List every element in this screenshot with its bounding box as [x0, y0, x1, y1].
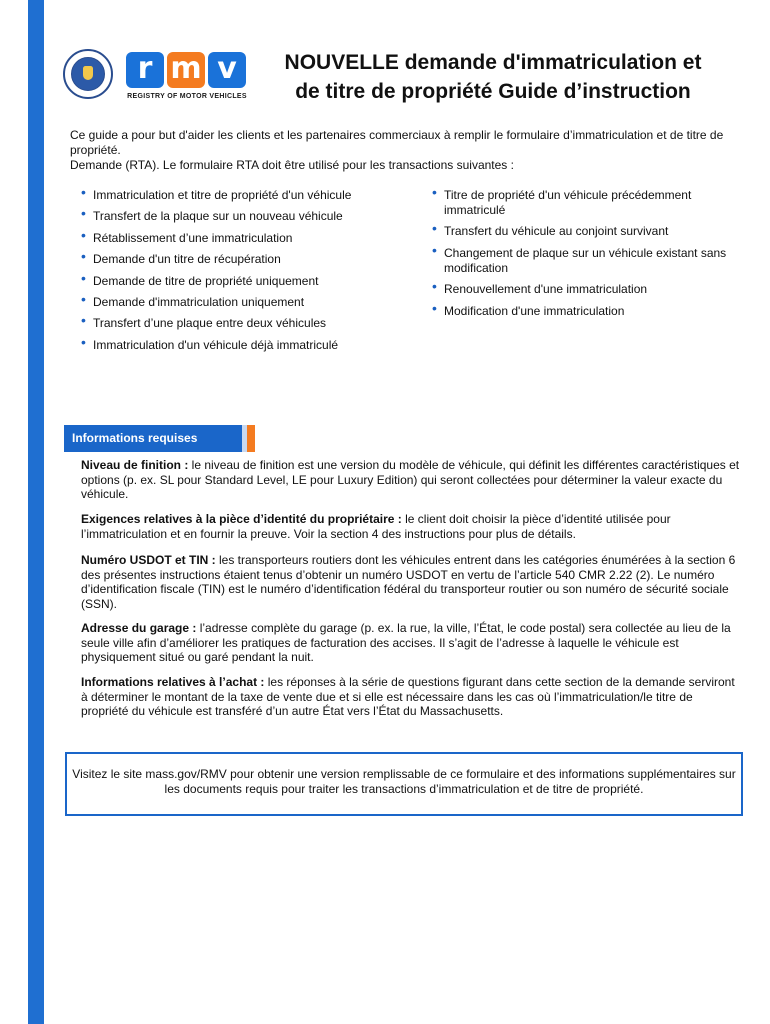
massachusetts-seal-icon	[63, 49, 113, 99]
page-title-line1: NOUVELLE demande d'immatriculation et	[284, 51, 702, 74]
visit-website-notice: Visitez le site mass.gov/RMV pour obtenir une version remplissable de ce formulaire et des informations supplémentaires sur les documents requis pour traiter les transactions d’immatriculation et de titre de propriété.	[65, 752, 743, 816]
list-item: • Renouvellement d'une immatriculation	[432, 278, 648, 297]
bullet-icon: •	[81, 248, 86, 265]
section-heading-required-info: Informations requises	[64, 425, 242, 452]
info-label: Exigences relatives à la pièce d’identité du propriétaire :	[81, 512, 402, 526]
list-item: • Modification d'une immatriculation	[432, 299, 625, 318]
list-item: • Demande de titre de propriété uniquement	[81, 269, 319, 288]
info-text: les réponses à la série de questions figurant dans cette section de la demande serviront à déterminer le montant de la taxe de vente due et si elle est nécessaire dans les cas où l’immatriculation/le titre de propriété du véhicule est transféré d’un autre État vers l’État du Massachusetts.	[81, 675, 735, 719]
rmv-logo	[126, 52, 248, 102]
bullet-icon: •	[432, 220, 437, 237]
section-heading-accent-orange	[247, 425, 255, 452]
registry-label: REGISTRY OF MOTOR VEHICLES	[127, 93, 247, 100]
info-text: l’adresse complète du garage (p. ex. la rue, la ville, l’État, le code postal) sera collectée au lieu de la seule ville afin d’améliorer les pratiques de facturation des accises. Il s’agit de l’adresse à laquelle le véhicule est physiquement situé ou garé pendant la nuit.	[81, 621, 731, 665]
info-usdot-tin	[81, 553, 741, 611]
bullet-icon: •	[81, 184, 86, 200]
list-item: • Immatriculation et titre de propriété d'un véhicule	[81, 184, 352, 202]
bullet-icon: •	[81, 290, 86, 307]
info-owner-identity	[81, 512, 741, 541]
intro-line1: Ce guide a pour but d'aider les clients et les partenaires commerciaux à remplir le formulaire d’immatriculation et de titre de propriété.	[70, 128, 724, 157]
page-title-line2: de titre de propriété Guide d’instruction	[295, 80, 691, 103]
left-accent-bar	[28, 0, 44, 1024]
info-label: Niveau de finition :	[81, 458, 189, 472]
bullet-icon: •	[432, 241, 437, 258]
list-item: • Immatriculation d'un véhicule déjà immatriculé	[81, 333, 339, 352]
info-label: Informations relatives à l’achat :	[81, 675, 265, 689]
rmv-logo-letter-m: m	[167, 52, 205, 88]
bullet-icon: •	[81, 205, 86, 222]
list-item: • Titre de propriété d'un véhicule précédemment immatriculé	[432, 184, 692, 217]
rmv-logo-letter-r: r	[126, 52, 164, 88]
bullet-icon: •	[432, 184, 437, 200]
list-item: • Rétablissement d’une immatriculation	[81, 226, 293, 245]
bullet-icon: •	[81, 312, 86, 329]
bullet-icon: •	[432, 278, 437, 295]
info-text: le client doit choisir la pièce d’identité utilisée pour l’immatriculation et en fournir la preuve. Voir la section 4 des instructions pour plus de détails.	[81, 512, 671, 541]
bullet-icon: •	[432, 299, 437, 316]
bullet-icon: •	[81, 333, 86, 350]
transactions-list-right	[432, 184, 732, 325]
bullet-icon: •	[81, 226, 86, 243]
rmv-logo-letter-v: v	[208, 52, 246, 88]
list-item: • Demande d'immatriculation uniquement	[81, 290, 305, 309]
transactions-list-left	[81, 184, 391, 359]
info-label: Numéro USDOT et TIN :	[81, 553, 216, 567]
info-label: Adresse du garage :	[81, 621, 197, 635]
info-trim-level	[81, 458, 741, 502]
info-text: le niveau de finition est une version du modèle de véhicule, qui définit les différentes caractéristiques et options (p. ex. SL pour Standard Level, LE pour Luxury Edition) qui seront collectées pour déterminer la valeur exacte du véhicule.	[81, 458, 740, 502]
list-item: • Transfert du véhicule au conjoint survivant	[432, 220, 669, 239]
intro-line2: Demande (RTA). Le formulaire RTA doit être utilisé pour les transactions suivantes :	[70, 158, 514, 172]
bullet-icon: •	[81, 269, 86, 286]
page-title	[258, 48, 728, 106]
list-item: • Transfert d’une plaque entre deux véhicules	[81, 312, 327, 331]
info-text: les transporteurs routiers dont les véhicules entrent dans les catégories énumérées à la section 6 des présentes instructions étaient tenus d’obtenir un numéro USDOT en vertu de l’article 540 CMR 2.22 (2). Le numéro d’identification fiscale (TIN) est le numéro d’identification fédéral du transporteur routier ou son numéro de sécurité sociale (SSN).	[81, 553, 736, 611]
info-purchase	[81, 675, 741, 719]
intro-paragraph	[70, 128, 730, 173]
info-garage-address	[81, 621, 741, 665]
list-item: • Transfert de la plaque sur un nouveau véhicule	[81, 205, 343, 224]
list-item: • Demande d'un titre de récupération	[81, 248, 281, 267]
list-item: • Changement de plaque sur un véhicule existant sans modification	[432, 241, 727, 275]
